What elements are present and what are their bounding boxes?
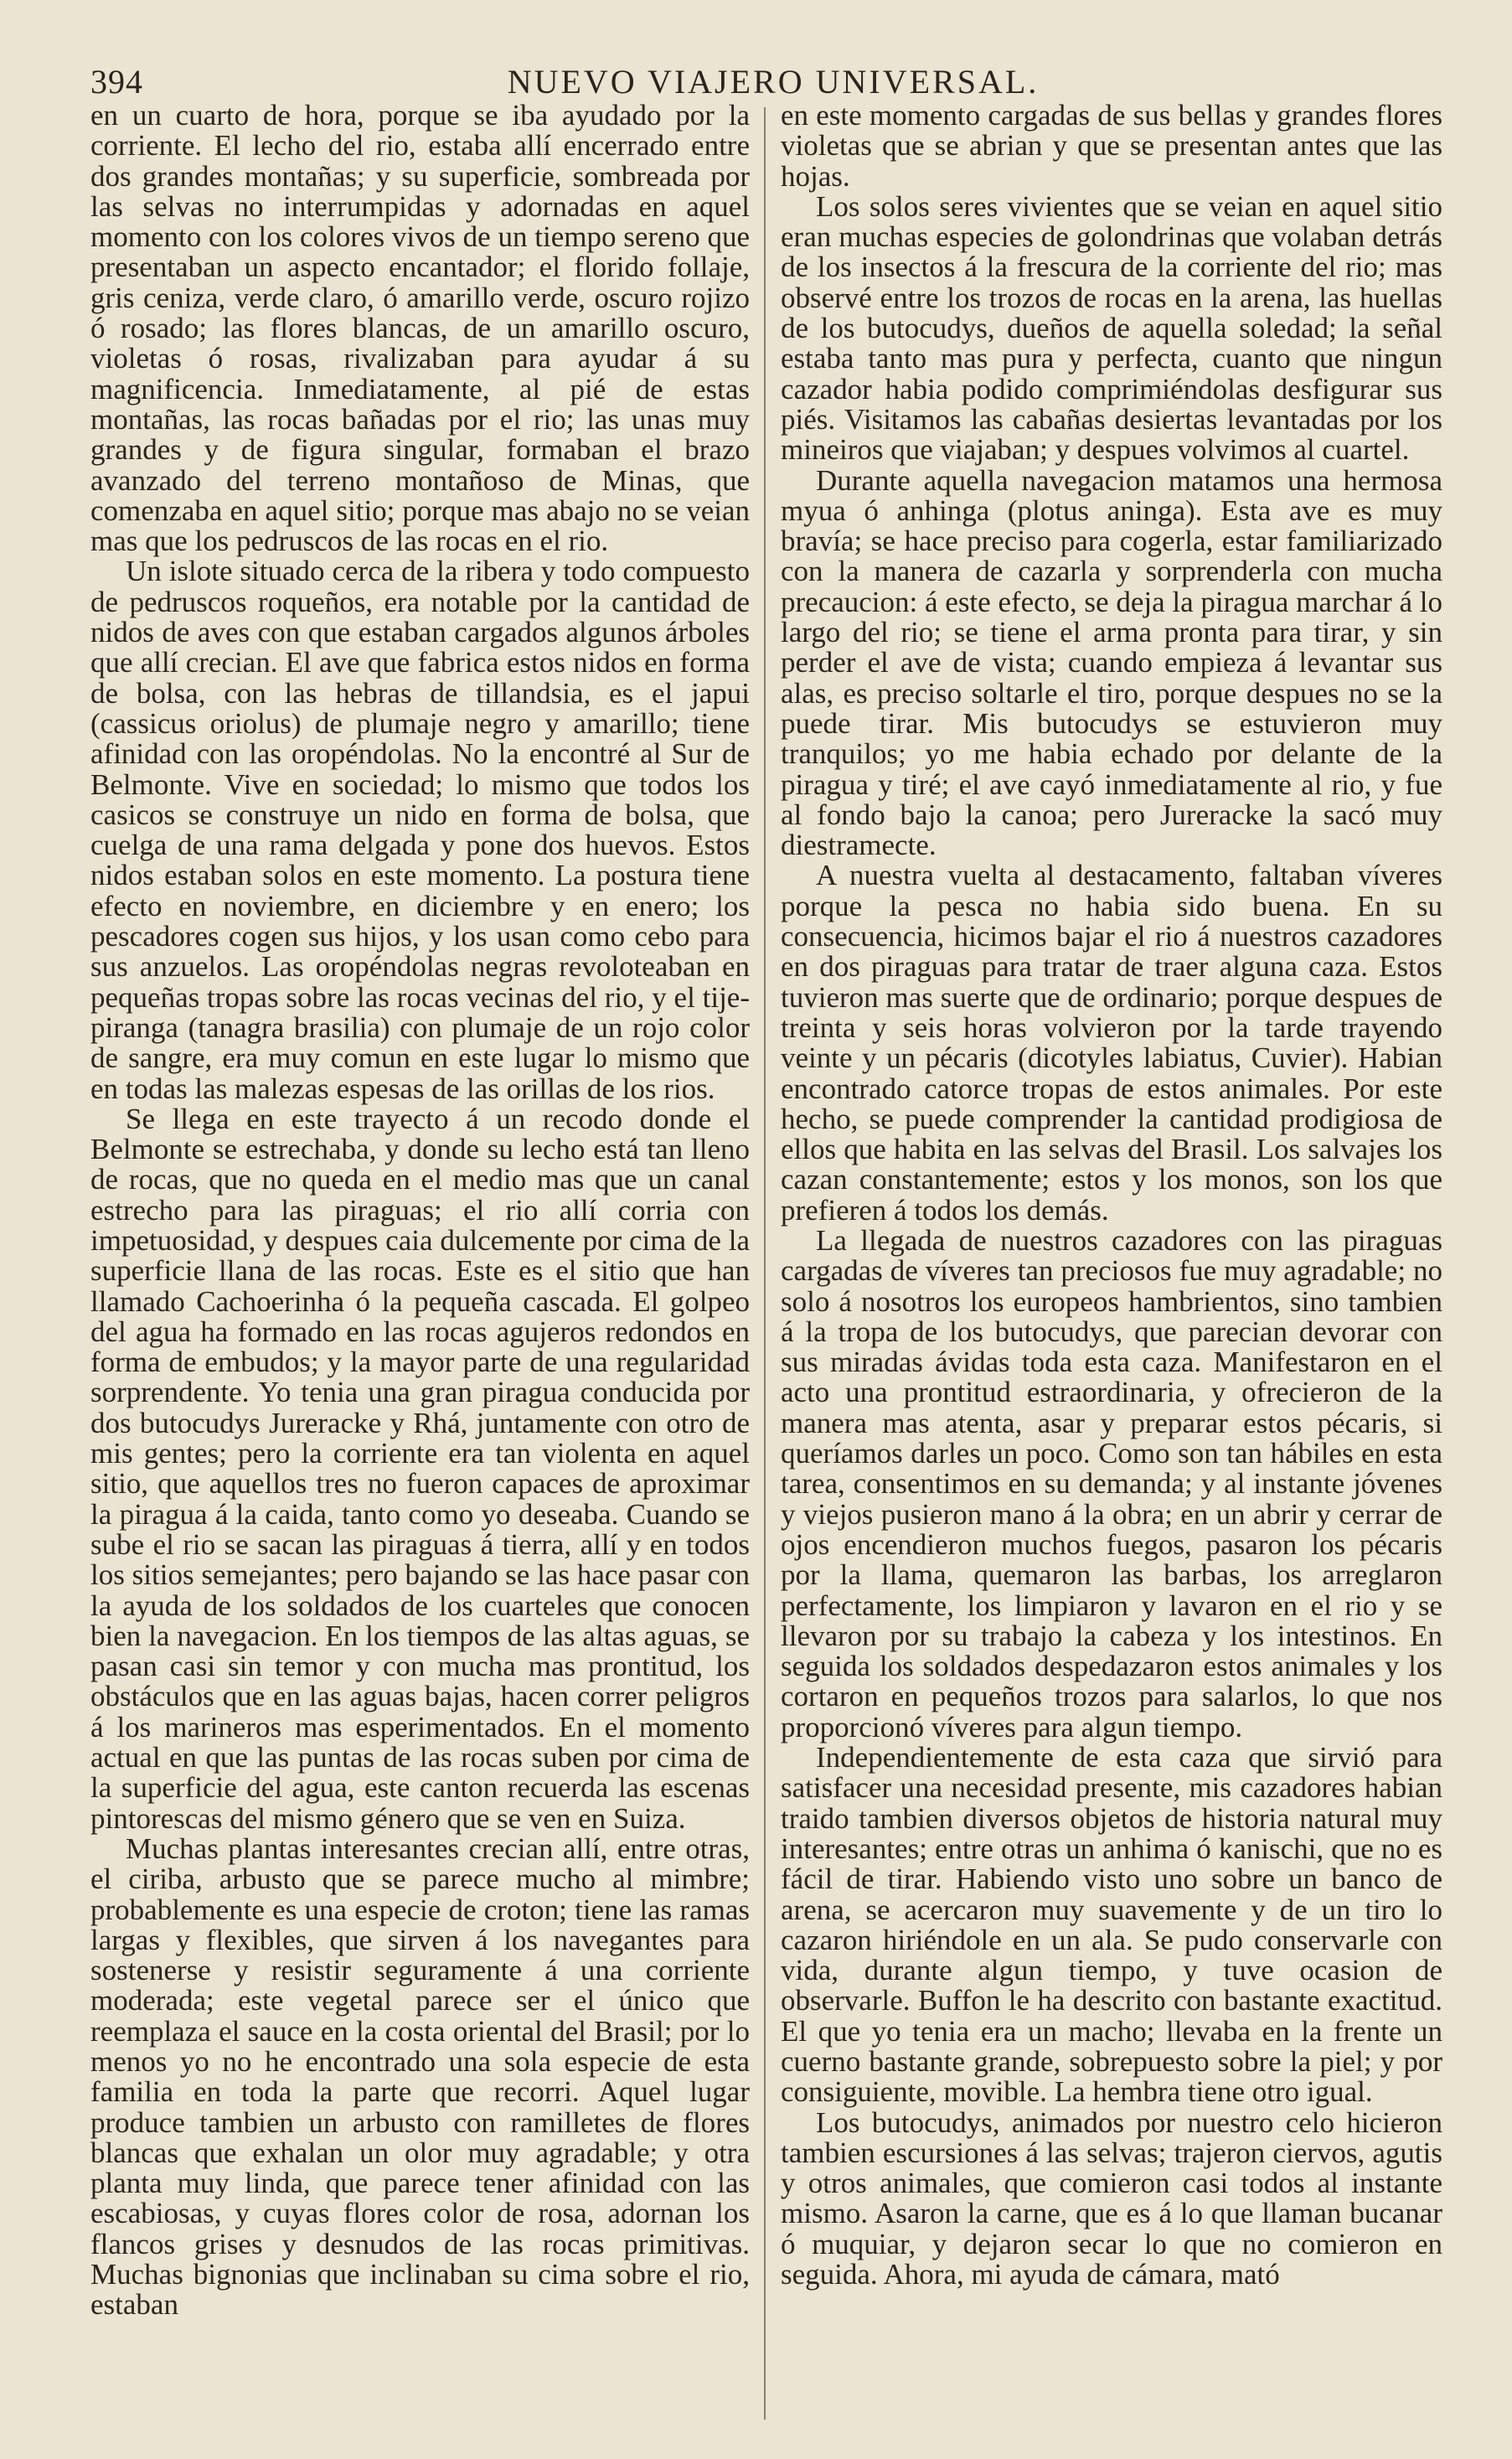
- paragraph: Los butocudys, animados por nuestro celo hicieron tambien escursiones á las selvas; trajeron ciervos, agutis y otros animales, que comieron casi todos al instante mismo. Asaron la carne, que es á lo que llaman bucanar ó muquiar, y dejaron secar lo que no comieron en seguida. Ahora, mi ayuda de cámara, mató: [781, 2105, 1442, 2291]
- paragraph: en un cuarto de hora, porque se iba ayudado por la corriente. El lecho del rio, estaba allí encerrado entre dos grandes montañas; y su superficie, sombreada por las selvas no interrumpidas y adornadas en aquel momento con los colores vivos de un tiempo sereno que presentaban un aspecto encantador; el florido follaje, gris ceniza, verde claro, ó amarillo verde, oscuro rojizo ó rosado; las flores blancas, de un amarillo oscuro, violetas ó rosas, rivalizaban para ayudar á su magnificencia. Inmediatamente, al pié de estas montañas, las rocas bañadas por el rio; las unas muy grandes y de figura singular, formaban el brazo avanzado del terreno montañoso de Minas, que comenzaba en aquel sitio; porque mas abajo no se veian mas que los pedruscos de las rocas en el rio.: [90, 101, 750, 558]
- paragraph: Los solos seres vivientes que se veian en aquel sitio eran muchas especies de golondrinas que volaban detrás de los insectos á la frescura de la corriente del rio; mas observé entre los trozos de rocas en la arena, las huellas de los butocudys, dueños de aquella soledad; la señal estaba tanto mas pura y perfecta, cuanto que ningun cazador habia podido comprimiéndolas desfigurar sus piés. Visitamos las cabañas desiertas levantadas por los mineiros que viajaban; y despues volvimos al cuartel.: [781, 189, 1442, 467]
- paragraph: Un islote situado cerca de la ribera y todo compuesto de pedruscos roqueños, era notable por la cantidad de nidos de aves con que estaban cargados algunos árboles que allí crecian. El ave que fabrica estos nidos en forma de bolsa, con las hebras de tillandsia, es el japui (cassicus oriolus) de plumaje negro y amarillo; tiene afinidad con las oropéndolas. No la encontré al Sur de Belmonte. Vive en sociedad; lo mismo que todos los casicos se construye un nido en forma de bolsa, que cuelga de una rama delgada y pone dos huevos. Estos nidos estaban solos en este momento. La postura tiene efecto en noviembre, en diciembre y en enero; los pescadores cogen sus hijos, y los usan como cebo para sus anzuelos. Las oropéndolas negras revoloteaban en pequeñas tropas sobre las rocas vecinas del rio, y el tije-piranga (tanagra brasilia) con plumaje de un rojo color de sangre, era muy comun en este lugar lo mismo que en todas las malezas espesas de las orillas de los rios.: [90, 555, 750, 1105]
- running-title: NUEVO VIAJERO UNIVERSAL.: [507, 63, 1040, 101]
- right-column: [781, 101, 1442, 2425]
- page-number: 394: [90, 63, 143, 101]
- paragraph: La llegada de nuestros cazadores con las piraguas cargadas de víveres tan preciosos fue muy agradable; no solo á nosotros los europeos hambrientos, sino tambien á la tropa de los butocudys, que parecian devorar con sus miradas ávidas toda esta caza. Manifestaron en el acto una prontitud estraordinaria, y ofrecieron de la manera mas atenta, asar y preparar estos pécaris, si queríamos darles un poco. Como son tan hábiles en esta tarea, consentimos en su demanda; y al instante jóvenes y viejos pusieron mano á la obra; en un abrir y cerrar de ojos encendieron muchos fuegos, pasaron los pécaris por la llama, quemaron las barbas, los arreglaron perfectamente, los limpiaron y lavaron en el rio y se llevaron por su trabajo la cabeza y los intestinos. En seguida los soldados despedazaron estos animales y los cortaron en pequeños trozos para salarlos, lo que nos proporcionó víveres para algun tiempo.: [781, 1223, 1442, 1744]
- paragraph: Independientemente de esta caza que sirvió para satisfacer una necesidad presente, mis cazadores habian traido tambien diversos objetos de historia natural muy interesantes; entre otras un anhima ó kanischi, que no es fácil de tirar. Habiendo visto uno sobre un banco de arena, se acercaron muy suavemente y de un tiro lo cazaron hiriéndole en un ala. Se pudo conservarle con vida, durante algun tiempo, y tuve ocasion de observarle. Buffon le ha descrito con bastante exactitud. El que yo tenia era un macho; llevaba en la frente un cuerno bastante grande, sobrepuesto sobre la piel; y por consiguiente, movible. La hembra tiene otro igual.: [781, 1741, 1442, 2109]
- left-column: [90, 101, 750, 2425]
- paragraph: en este momento cargadas de sus bellas y grandes flores violetas que se abrian y que se presentan antes que las hojas.: [781, 101, 1442, 193]
- paragraph: A nuestra vuelta al destacamento, faltaban víveres porque la pesca no habia sido buena. En su consecuencia, hicimos bajar el rio á nuestros cazadores en dos piraguas para tratar de traer alguna caza. Estos tuvieron mas suerte que de ordinario; porque despues de treinta y seis horas volvieron por la tarde trayendo veinte y un pécaris (dicotyles labiatus, Cuvier). Habian encontrado catorce tropas de estos animales. Por este hecho, se puede comprender la cantidad prodigiosa de ellos que habita en las selvas del Brasil. Los salvajes los cazan constantemente; estos y los monos, son los que prefieren á todos los demás.: [781, 859, 1442, 1227]
- page-header: [90, 59, 1456, 104]
- column-divider: [764, 107, 766, 2420]
- paragraph: Durante aquella navegacion matamos una hermosa myua ó anhinga (plotus aninga). Esta ave es muy bravía; se hace preciso para cogerla, estar familiarizado con la manera de cazarla y sorprenderla con mucha precaucion: á este efecto, se deja la piragua marchar á lo largo del rio; se tiene el arma pronta para tirar, y sin perder el ave de vista; cuando empieza á levantar sus alas, es preciso soltarle el tiro, porque despues no se la puede tirar. Mis butocudys se estuvieron muy tranquilos; yo me habia echado por delante de la piragua y tiré; el ave cayó inmediatamente al rio, y fue al fondo bajo la canoa; pero Jureracke la sacó muy diestramecte.: [781, 463, 1442, 862]
- paragraph: Muchas plantas interesantes crecian allí, entre otras, el ciriba, arbusto que se parece mucho al mimbre; probablemente es una especie de croton; tiene las ramas largas y flexibles, que sirven á los navegantes para sostenerse y resistir seguramente á una corriente moderada; este vegetal parece ser el único que reemplaza el sauce en la costa oriental del Brasil; por lo menos yo no he encontrado una sola especie de esta familia en toda la parte que recorri. Aquel lugar produce tambien un arbusto con ramilletes de flores blancas que exhalan un olor muy agradable; y otra planta muy linda, que parece tener afinidad con las escabiosas, y cuyas flores color de rosa, adornan los flancos grises y desnudos de las rocas primitivas. Muchas bignonias que inclinaban su cima sobre el rio, estaban: [90, 1831, 750, 2322]
- paragraph: Se llega en este trayecto á un recodo donde el Belmonte se estrechaba, y donde su lecho está tan lleno de rocas, que no queda en el medio mas que un canal estrecho para las piraguas; el rio allí corria con impetuosidad, y despues caia dulcemente por cima de la superficie llana de las rocas. Este es el sitio que han llamado Cachoerinha ó la pequeña cascada. El golpeo del agua ha formado en las rocas agujeros redondos en forma de embudos; y la mayor parte de una regularidad sorprendente. Yo tenia una gran piragua conducida por dos butocudys Jureracke y Rhá, juntamente con otro de mis gentes; pero la corriente era tan violenta en aquel sitio, que aquellos tres no fueron capaces de aproximar la piragua á la caida, tanto como yo deseaba. Cuando se sube el rio se sacan las piraguas á tierra, allí y en todos los sitios semejantes; pero bajando se las hace pasar con la ayuda de los soldados de los cuarteles que conocen bien la navegacion. En los tiempos de las altas aguas, se pasan casi sin temor y con mucha mas prontitud, los obstáculos que en las aguas bajas, hacen correr peligros á los marineros mas esperimentados. En el momento actual en que las puntas de las rocas suben por cima de la superficie del agua, este canton recuerda las escenas pintorescas del mismo género que se ven en Suiza.: [90, 1102, 750, 1835]
